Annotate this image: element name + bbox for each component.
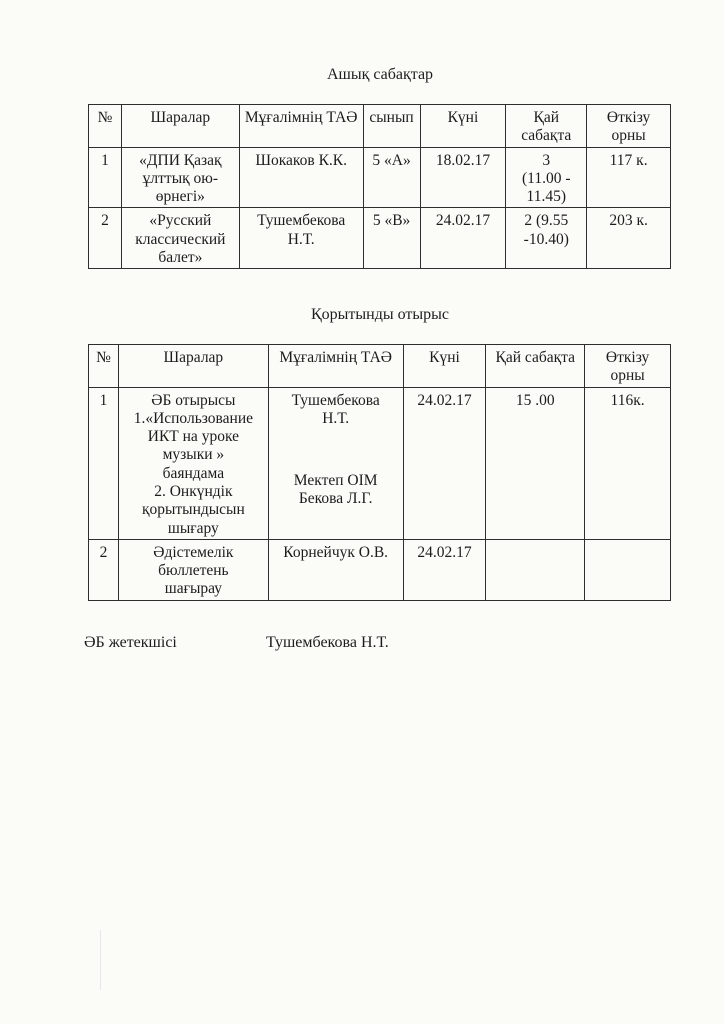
cell-line: бюллетень [158, 562, 229, 580]
cell-date: 24.02.17 [420, 208, 506, 269]
cell-number: 2 [89, 208, 122, 269]
cell-line: (11.00 - [522, 169, 571, 187]
cell-line: 11.45) [526, 188, 566, 206]
signature-name: Тушембекова Н.Т. [266, 634, 389, 651]
cell-line: 2. Онкүндік [154, 482, 233, 500]
cell-teacher: Корнейчук О.В. [268, 539, 403, 600]
cell-number: 2 [89, 539, 119, 600]
cell-line: 1.«Использование [133, 409, 254, 427]
cell-event [118, 539, 268, 600]
header-lesson: Қай сабақта [506, 105, 587, 148]
cell-line: «ДПИ Қазақ [139, 151, 222, 169]
cell-place [585, 539, 671, 600]
header-number: № [89, 105, 122, 148]
cell-place: 117 к. [587, 147, 671, 208]
cell-line: 2 (9.55 [524, 212, 569, 230]
header-number: № [89, 345, 119, 388]
header-place: Өткізу орны [587, 105, 671, 148]
cell-line: Шокаков К.К. [255, 151, 348, 169]
section-title-final-meeting: Қорытынды отырыс [311, 306, 449, 323]
cell-line: Мектеп ОІМ [293, 472, 378, 490]
cell-line: Н.Т. [322, 409, 350, 427]
cell-lesson [506, 208, 587, 269]
cell-line: шығару [167, 519, 219, 537]
cell-line: музыки » [162, 446, 225, 464]
scan-margin-mark [100, 930, 101, 990]
header-class: сынып [363, 105, 420, 148]
cell-line: Бекова Л.Г. [298, 490, 373, 508]
cell-lesson [506, 147, 587, 208]
header-teacher: Мұғалімнің ТАӘ [239, 105, 363, 148]
cell-class: 5 «В» [363, 208, 420, 269]
cell-line: қорытындысын [141, 501, 245, 519]
cell-line: классический [135, 230, 226, 248]
table-row [89, 208, 671, 269]
open-lessons-table [88, 104, 671, 269]
cell-line: Әдістемелік [153, 543, 234, 561]
cell-number: 1 [89, 387, 119, 539]
cell-line: ӘБ отырысы [151, 391, 236, 409]
cell-line: ұлттық ою- [142, 169, 219, 187]
cell-line: ИКТ на уроке [147, 428, 239, 446]
cell-number: 1 [89, 147, 122, 208]
cell-line: шағырау [164, 580, 222, 598]
cell-line: Тушембекова [291, 391, 380, 409]
header-events: Шаралар [118, 345, 268, 388]
cell-line: Тушембекова [257, 212, 346, 230]
cell-date: 18.02.17 [420, 147, 506, 208]
header-lesson: Қай сабақта [486, 345, 585, 388]
cell-line: баяндама [162, 464, 225, 482]
cell-place: 116к. [585, 387, 671, 539]
cell-date: 24.02.17 [403, 387, 486, 539]
cell-teacher [268, 387, 403, 539]
header-teacher: Мұғалімнің ТАӘ [268, 345, 403, 388]
cell-spacer [272, 428, 400, 450]
cell-line: балет» [158, 248, 203, 266]
table-row [89, 387, 671, 539]
cell-line: өрнегі» [155, 188, 205, 206]
cell-date: 24.02.17 [403, 539, 486, 600]
cell-lesson: 15 .00 [486, 387, 585, 539]
header-date: Күні [403, 345, 486, 388]
cell-place: 203 к. [587, 208, 671, 269]
signature-role: ӘБ жетекшісі [84, 634, 177, 651]
cell-event [121, 208, 239, 269]
table-row [89, 539, 671, 600]
cell-teacher [239, 147, 363, 208]
cell-class: 5 «А» [363, 147, 420, 208]
cell-line: Н.Т. [287, 230, 315, 248]
cell-line: 3 [542, 151, 551, 169]
table-row [89, 147, 671, 208]
section-title-open-lessons: Ашық сабақтар [326, 66, 434, 83]
table-header-row [89, 345, 671, 388]
cell-teacher [239, 208, 363, 269]
cell-spacer [272, 450, 400, 472]
header-events: Шаралар [121, 105, 239, 148]
header-place: Өткізу орны [585, 345, 671, 388]
header-date: Күні [420, 105, 506, 148]
cell-line: «Русский [149, 212, 212, 230]
final-meeting-table [88, 344, 671, 601]
cell-lesson [486, 539, 585, 600]
cell-event [121, 147, 239, 208]
table-header-row [89, 105, 671, 148]
cell-line: -10.40) [523, 230, 569, 248]
cell-event [118, 387, 268, 539]
